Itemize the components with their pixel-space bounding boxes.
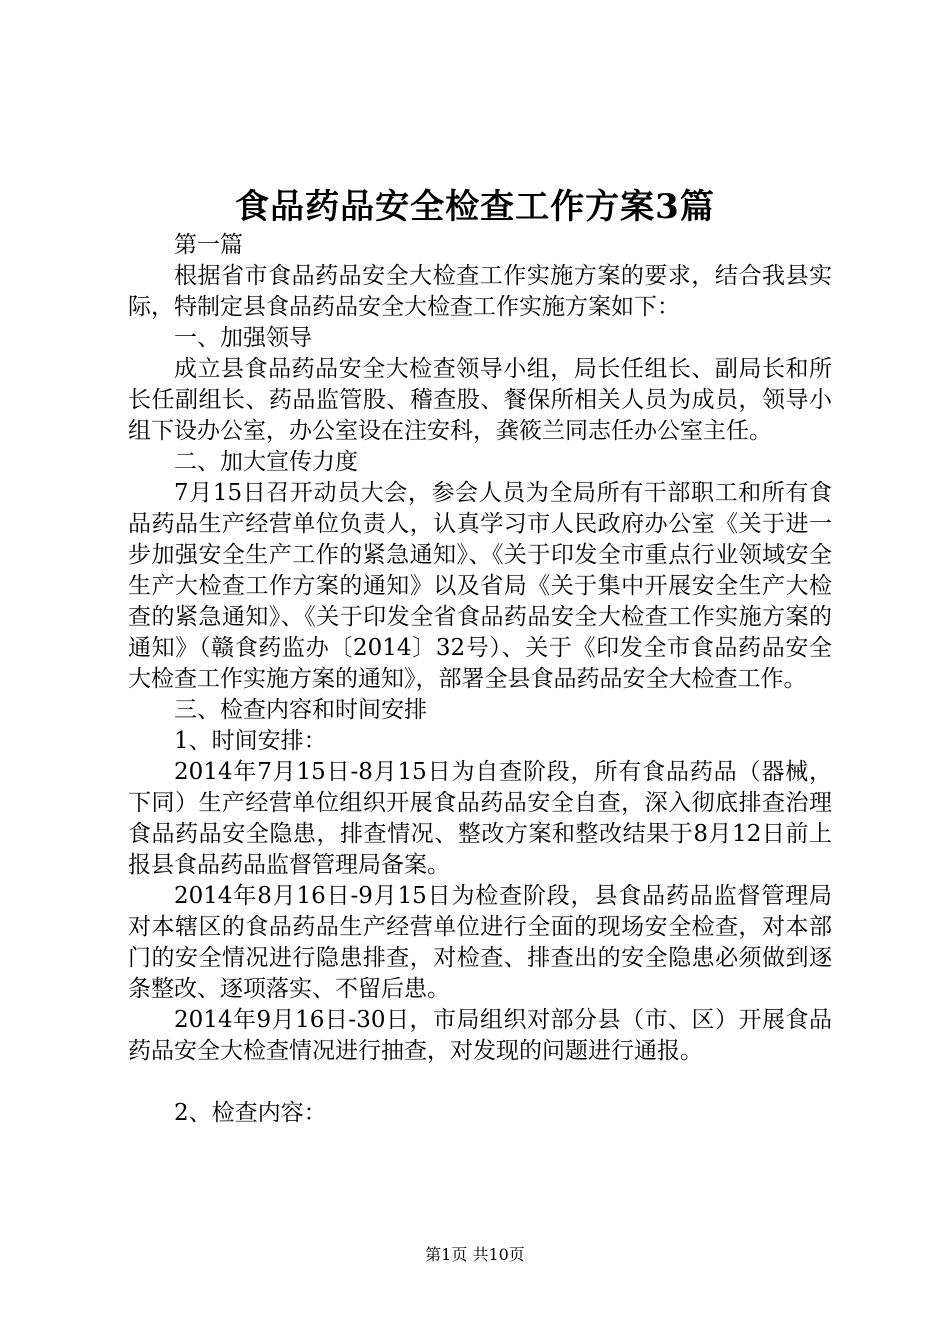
paragraph-self-check: 2014年7月15日-8月15日为自查阶段，所有食品药品（器械，下同）生产经营单位组织开展食品药品安全自查，深入彻底排查治理食品药品安全隐患，排查情况、整改方案和整改结果于8月12日前上报县食品药品监督管理局备案。: [128, 759, 832, 878]
heading-publicity: 二、加大宣传力度: [174, 449, 358, 475]
heading-inspection: 三、检查内容和时间安排: [174, 697, 427, 723]
paragraph-intro: 根据省市食品药品安全大检查工作实施方案的要求，结合我县实际，特制定县食品药品安全大检查工作实施方案如下：: [128, 263, 832, 320]
page-number: 第1页 共10页: [425, 1245, 525, 1264]
document-body: [128, 230, 832, 1129]
heading-schedule: 1、时间安排：: [174, 728, 327, 754]
paragraph-publicity: 7月15日召开动员大会，参会人员为全局所有干部职工和所有食品药品生产经营单位负责人，认真学习市人民政府办公室《关于进一步加强安全生产工作的紧急通知》、《关于印发全市重点行业领域安全生产大检查工作方案的通知》以及省局《关于集中开展安全生产大检查的紧急通知》、《关于印发全省食品药品安全大检查工作实施方案的通知》（赣食药监办〔2014〕32号）、关于《印发全市食品药品安全大检查工作实施方案的通知》，部署全县食品药品安全大检查工作。: [128, 480, 832, 692]
paragraph-inspection-stage: 2014年8月16日-9月15日为检查阶段，县食品药品监督管理局对本辖区的食品药品生产经营单位进行全面的现场安全检查，对本部门的安全情况进行隐患排查，对检查、排查出的安全隐患必须做到逐条整改、逐项落实、不留后患。: [128, 883, 832, 1002]
heading-leadership: 一、加强领导: [174, 325, 312, 351]
paragraph-leadership: 成立县食品药品安全大检查领导小组，局长任组长、副局长和所长任副组长、药品监管股、稽查股、餐保所相关人员为成员，领导小组下设办公室，办公室设在注安科，龚筱兰同志任办公室主任。: [128, 356, 832, 444]
paragraph-spot-check: 2014年9月16日-30日，市局组织对部分县（市、区）开展食品药品安全大检查情况进行抽查，对发现的问题进行通报。: [128, 1007, 832, 1064]
paragraph-spacer: [128, 1067, 832, 1098]
paragraph-section-label: 第一篇: [174, 232, 243, 258]
heading-inspection-content: 2、检查内容：: [174, 1100, 327, 1126]
document-title: 食品药品安全检查工作方案3篇: [235, 187, 715, 227]
